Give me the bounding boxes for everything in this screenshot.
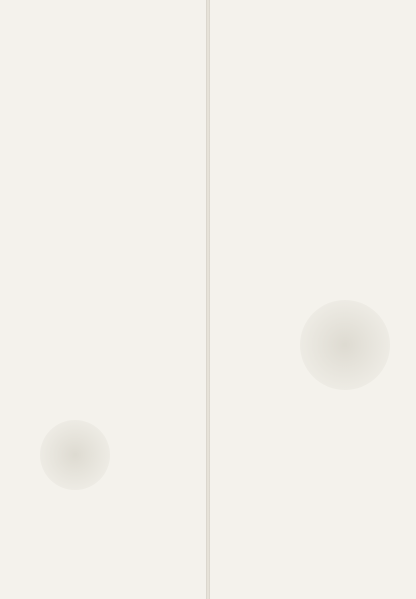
right-page-text-column [220, 62, 404, 555]
right-page [208, 0, 416, 599]
paper-stain [300, 300, 390, 390]
paper-stain [40, 420, 110, 490]
left-page-text-column [12, 62, 196, 555]
